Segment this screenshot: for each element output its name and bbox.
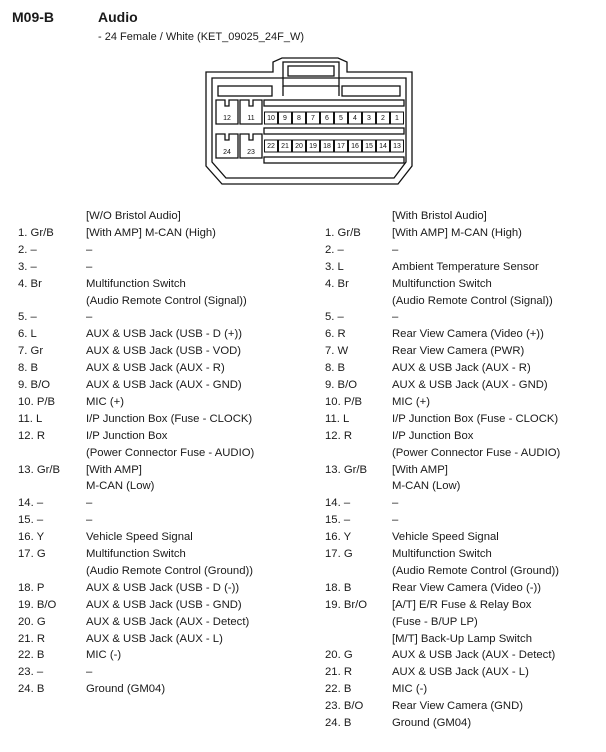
pin-description: M-CAN (Low) <box>86 480 155 493</box>
pin-label: 9. B/O <box>325 379 358 391</box>
pin-description: [A/T] E/R Fuse & Relay Box <box>392 598 532 611</box>
pin-label: 14. – <box>18 497 44 510</box>
connector-top-row <box>223 112 403 124</box>
pin-description: AUX & USB Jack (AUX - GND) <box>86 379 242 391</box>
pin-description: AUX & USB Jack (USB - D (+)) <box>86 328 242 341</box>
pin-description: (Power Connector Fuse - AUDIO) <box>392 446 561 459</box>
pin-description: MIC (-) <box>86 649 122 662</box>
connector-pin-15: 15 <box>365 143 373 150</box>
pin-description: (Audio Remote Control (Ground)) <box>392 564 560 577</box>
pin-label: 5. – <box>18 311 37 324</box>
pin-label: 22. B <box>325 683 352 696</box>
connector-pin-5: 5 <box>339 115 343 122</box>
pin-label: 3. L <box>325 260 344 273</box>
connector-pin-10: 10 <box>267 115 275 122</box>
pin-description: MIC (-) <box>392 683 428 696</box>
connector-pin-9: 9 <box>283 115 287 122</box>
pin-label: 6. R <box>325 328 346 341</box>
pin-description: [With AMP] <box>86 463 142 476</box>
pin-description: AUX & USB Jack (USB - VOD) <box>86 345 242 358</box>
connector-subtitle: - 24 Female / White (KET_09025_24F_W) <box>98 31 305 43</box>
pin-label: 24. B <box>325 717 352 729</box>
pin-label: 6. L <box>18 328 37 341</box>
pin-label: 22. B <box>18 649 45 662</box>
pin-label: 13. Gr/B <box>18 463 61 476</box>
pin-label: 19. Br/O <box>325 598 368 611</box>
pin-description: Rear View Camera (Video (+)) <box>392 328 544 341</box>
pin-description: – <box>392 514 399 527</box>
pin-label: 11. L <box>18 412 43 425</box>
pinout-heading: [With Bristol Audio] <box>392 210 487 222</box>
pin-description: AUX & USB Jack (AUX - R) <box>86 362 225 375</box>
pin-description: I/P Junction Box (Fuse - CLOCK) <box>86 412 253 425</box>
pin-label: 17. G <box>18 548 46 560</box>
connector-pin-24: 24 <box>223 149 231 156</box>
pin-description: AUX & USB Jack (AUX - L) <box>392 666 529 679</box>
pin-label: 3. – <box>18 260 37 273</box>
pin-label: 1. Gr/B <box>325 226 361 239</box>
pin-description: (Power Connector Fuse - AUDIO) <box>86 446 255 459</box>
pin-description: AUX & USB Jack (USB - D (-)) <box>86 581 240 594</box>
pin-description: M-CAN (Low) <box>392 480 461 493</box>
pin-description: – <box>86 243 93 256</box>
pin-label: 19. B/O <box>18 598 57 611</box>
pin-label: 11. L <box>325 412 350 425</box>
connector-pin-3: 3 <box>367 115 371 122</box>
pin-description: (Fuse - B/UP LP) <box>392 615 478 628</box>
pin-label: 12. R <box>18 429 46 442</box>
pin-label: 16. Y <box>18 531 45 544</box>
connector-pin-1: 1 <box>395 115 399 122</box>
pin-description: – <box>392 497 399 510</box>
pin-description: – <box>392 243 399 256</box>
pin-description: Multifunction Switch <box>392 277 492 290</box>
pin-description: Multifunction Switch <box>86 548 186 560</box>
pin-label: 4. Br <box>325 277 349 290</box>
connector-pin-13: 13 <box>393 143 401 150</box>
pin-description: I/P Junction Box <box>392 429 474 442</box>
pin-description: Ambient Temperature Sensor <box>392 260 539 273</box>
pin-description: I/P Junction Box (Fuse - CLOCK) <box>392 412 559 425</box>
connector-pin-22: 22 <box>267 143 275 150</box>
connector-code: M09-B <box>12 9 55 25</box>
pin-description: – <box>86 497 93 510</box>
pin-label: 10. P/B <box>18 395 56 408</box>
pin-description: AUX & USB Jack (AUX - Detect) <box>86 615 250 628</box>
connector-pin-17: 17 <box>337 143 345 150</box>
pin-description: Vehicle Speed Signal <box>86 531 193 544</box>
pin-label: 15. – <box>325 514 351 527</box>
connector-pin-6: 6 <box>325 115 329 122</box>
connector-pin-23: 23 <box>247 149 255 156</box>
pin-description: AUX & USB Jack (AUX - Detect) <box>392 649 556 662</box>
pin-label: 12. R <box>325 429 353 442</box>
pin-description: AUX & USB Jack (AUX - R) <box>392 362 531 375</box>
pin-description: – <box>86 666 93 679</box>
pin-label: 16. Y <box>325 531 352 544</box>
pin-label: 4. Br <box>18 277 42 290</box>
connector-pin-4: 4 <box>353 115 357 122</box>
pin-label: 17. G <box>325 548 353 560</box>
connector-pin-7: 7 <box>311 115 315 122</box>
pin-label: 21. R <box>18 632 46 645</box>
pin-label: 14. – <box>325 497 351 510</box>
pin-label: 15. – <box>18 514 44 527</box>
pin-description: Rear View Camera (PWR) <box>392 345 525 358</box>
pin-label: 2. – <box>325 243 344 256</box>
pin-label: 23. – <box>18 666 44 679</box>
pin-description: – <box>86 311 93 324</box>
connector-title: Audio <box>98 9 138 25</box>
connector-diagram <box>0 0 606 200</box>
pin-description: (Audio Remote Control (Ground)) <box>86 564 254 577</box>
connector-pin-19: 19 <box>309 143 317 150</box>
pin-label: 20. G <box>325 649 353 662</box>
pin-description: Ground (GM04) <box>86 683 166 696</box>
pin-description: – <box>86 260 93 273</box>
pin-description: AUX & USB Jack (AUX - GND) <box>392 379 548 391</box>
pinout-heading: [W/O Bristol Audio] <box>86 210 181 222</box>
pin-description: AUX & USB Jack (USB - GND) <box>86 598 242 611</box>
pin-description: Rear View Camera (GND) <box>392 700 523 713</box>
pin-description: [With AMP] M-CAN (High) <box>86 226 216 239</box>
pin-label: 1. Gr/B <box>18 226 54 239</box>
connector-pin-2: 2 <box>381 115 385 122</box>
pin-label: 18. P <box>18 581 45 594</box>
connector-pin-18: 18 <box>323 143 331 150</box>
connector-bottom-row <box>223 140 403 156</box>
pin-label: 20. G <box>18 615 46 628</box>
pin-description: – <box>86 514 93 527</box>
pin-description: Vehicle Speed Signal <box>392 531 499 544</box>
pin-label: 18. B <box>325 581 352 594</box>
pin-label: 5. – <box>325 311 344 324</box>
connector-pin-16: 16 <box>351 143 359 150</box>
pin-description: – <box>392 311 399 324</box>
connector-pin-12: 12 <box>223 115 231 122</box>
pin-label: 13. Gr/B <box>325 463 368 476</box>
pin-description: (Audio Remote Control (Signal)) <box>392 294 553 307</box>
pin-label: 9. B/O <box>18 379 51 391</box>
pin-description: Multifunction Switch <box>86 277 186 290</box>
pin-label: 7. W <box>325 345 349 358</box>
pin-label: 2. – <box>18 243 37 256</box>
pin-description: [With AMP] <box>392 463 448 476</box>
pin-description: I/P Junction Box <box>86 429 168 442</box>
pin-description: [M/T] Back-Up Lamp Switch <box>392 632 532 645</box>
connector-pin-21: 21 <box>281 143 289 150</box>
pin-description: [With AMP] M-CAN (High) <box>392 226 522 239</box>
pin-label: 8. B <box>325 362 346 375</box>
pin-description: AUX & USB Jack (AUX - L) <box>86 632 223 645</box>
connector-pin-14: 14 <box>379 143 387 150</box>
pin-description: Multifunction Switch <box>392 548 492 560</box>
pin-label: 10. P/B <box>325 395 363 408</box>
pin-label: 8. B <box>18 362 39 375</box>
connector-pin-11: 11 <box>247 115 255 122</box>
pin-description: Rear View Camera (Video (-)) <box>392 581 541 594</box>
pin-description: (Audio Remote Control (Signal)) <box>86 294 247 307</box>
connector-pin-20: 20 <box>295 143 303 150</box>
pin-description: MIC (+) <box>392 395 430 408</box>
pin-label: 23. B/O <box>325 700 364 713</box>
connector-pin-8: 8 <box>297 115 301 122</box>
pin-label: 7. Gr <box>18 345 44 358</box>
pin-label: 24. B <box>18 683 45 696</box>
pin-label: 21. R <box>325 666 353 679</box>
pin-description: MIC (+) <box>86 395 124 408</box>
pin-description: Ground (GM04) <box>392 717 472 729</box>
